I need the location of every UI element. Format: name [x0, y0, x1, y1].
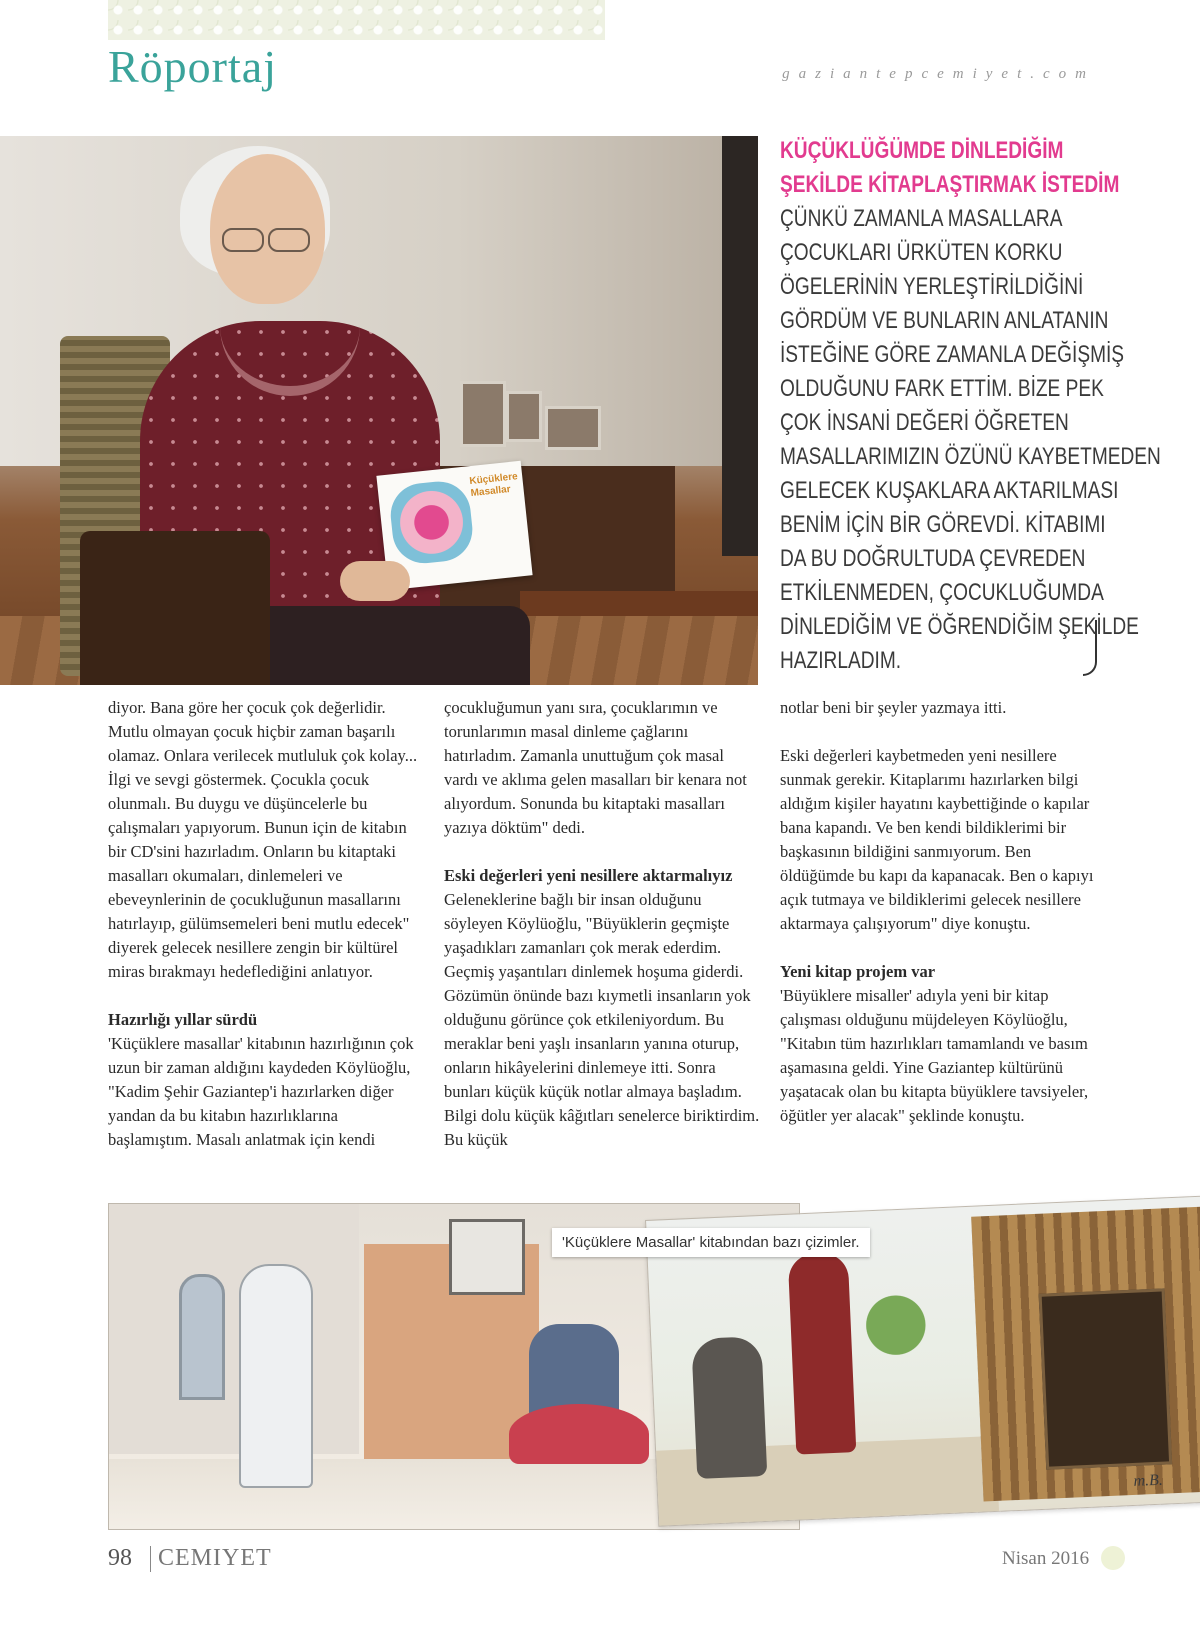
- footer-dot: [1101, 1546, 1125, 1570]
- main-photo: [0, 136, 758, 685]
- illus-window: [449, 1219, 525, 1295]
- illus-signature: m.B.: [1133, 1471, 1164, 1490]
- photo-glasses: [222, 228, 312, 250]
- article-column-3: [780, 696, 1096, 1128]
- pull-quote-line: HAZIRLADIM.: [780, 647, 902, 674]
- pull-quote-line: DA BU DOĞRULTUDA ÇEVREDEN: [780, 545, 1086, 572]
- illus-donkey: [691, 1336, 767, 1479]
- pull-quote-highlight: KÜÇÜKLÜĞÜMDE DİNLEDİĞİM: [780, 137, 1064, 164]
- page-number: 98: [108, 1545, 132, 1571]
- photo-frame: [506, 391, 542, 442]
- header-pattern: [108, 0, 605, 40]
- footer-separator: [150, 1546, 151, 1572]
- pull-quote-line: ÇOK İNSANİ DEĞERİ ÖĞRETEN: [780, 409, 1069, 436]
- illus-farmer: [788, 1252, 857, 1454]
- pull-quote-line: ÇOCUKLARI ÜRKÜTEN KORKU: [780, 239, 1063, 266]
- pull-quote-line: OLDUĞUNU FARK ETTİM. BİZE PEK: [780, 375, 1104, 402]
- photo-door: [722, 136, 758, 556]
- issue-date: Nisan 2016: [1002, 1548, 1090, 1569]
- illus-red-skirt: [509, 1404, 649, 1464]
- illus-veiled-woman: [239, 1264, 313, 1488]
- illus-barn-door: [1039, 1288, 1173, 1469]
- article-column-2: [444, 696, 760, 1152]
- paragraph: notlar beni bir şeyler yazmaya itti.: [780, 698, 1007, 717]
- photo-hand: [340, 561, 410, 601]
- paragraph: 'Küçüklere masallar' kitabının hazırlığının çok uzun bir zaman aldığını kaydeden Köylüoğlu, "Kadim Şehir Gaziantep'i hazırlarken diğer yandan da bu kitabın hazırlıklarına başlamıştım. Masalı anlatmak için kendi: [108, 1034, 414, 1149]
- paragraph: diyor. Bana göre her çocuk çok değerlidir. Mutlu olmayan çocuk hiçbir zaman başarılı olamaz. Onlara verilecek mutluluk çok kolay... İlgi ve sevgi göstermek. Çocukla çocuk olunmalı. Bu duygu ve düşüncelerle bu çalışmaları yapıyorum. Bunun için de kitabın bir CD'sini hazırladım. Onların bu kitaptaki masalları okumaları, dinlemeleri ve ebeveynlerinin de çocukluğunun masallarını hatırlayıp, gülümsemeleri beni mutlu edecek" diyerek gelecek nesillere zengin bir kültürel miras bırakmayı hedeflediğini anlatıyor.: [108, 698, 418, 981]
- pull-quote-highlight: ŞEKİLDE KİTAPLAŞTIRMAK İSTEDİM: [780, 171, 1120, 198]
- subheading: Hazırlığı yıllar sürdü: [108, 1010, 258, 1029]
- pull-quote-line: DİNLEDİĞİM VE ÖĞRENDİĞİM ŞEKİLDE: [780, 613, 1139, 640]
- pull-quote: [780, 134, 1161, 678]
- photo-frame: [545, 406, 601, 450]
- paragraph: Geleneklerine bağlı bir insan olduğunu söyleyen Köylüoğlu, "Büyüklerin geçmişte yaşadıkları zamanları çok merak ederdim. Geçmiş yaşantıları dinlemek hoşuma giderdi. Gözümün önünde bazı kıymetli insanların yok olduğunu görünce çok etkileniyordum. Bu meraklar beni yaşlı insanların yanına oturup, onların hikâyelerini dinlemeye itti. Sonra bunları küçük küçük notlar almaya başladım. Bilgi dolu küçük kâğıtları senelerce biriktirdim. Bu küçük: [444, 890, 760, 1149]
- pull-quote-line: ÇÜNKÜ ZAMANLA MASALLARA: [780, 205, 1063, 232]
- book-cover-art: [388, 478, 476, 566]
- pull-quote-line: GELECEK KUŞAKLARA AKTARILMASI: [780, 477, 1119, 504]
- section-title: Röportaj: [108, 41, 277, 92]
- pull-quote-line: ETKİLENMEDEN, ÇOCUKLUĞUMDA: [780, 579, 1104, 606]
- pull-quote-line: BENİM İÇİN BİR GÖREVDİ. KİTABIMI: [780, 511, 1106, 538]
- paragraph: çocukluğumun yanı sıra, çocuklarımın ve torunlarımın masal dinleme çağlarını hatırladım. Zamanla unuttuğum çok masal vardı ve aklıma gelen masalları bir kenara not alıyordum. Sonunda bu kitaptaki masalları yazıya döktüm" dedi.: [444, 698, 747, 837]
- website-url: gaziantepcemiyet.com: [782, 66, 1095, 82]
- article-column-1: [108, 696, 424, 1152]
- subheading: Eski değerleri yeni nesillere aktarmalıyız: [444, 866, 733, 885]
- paragraph: Eski değerleri kaybetmeden yeni nesillere sunmak gerekir. Kitaplarımı hazırlarken bilgi aldığım kişiler hayatını kaybettiğinde o kapılar bana kapandı. Ve ben kendi bildiklerimi bir başkasının bildiğini sanmıyorum. Ben öldüğümde bu kapı da kapanacak. Ben o kapıyı açık tutmaya ve bildiklerimi gelecek nesillere aktarmaya çalışıyorum" diye konuştu.: [780, 746, 1094, 933]
- paragraph: 'Büyüklere misaller' adıyla yeni bir kitap çalışması olduğunu müjdeleyen Köylüoğlu, "Kitabın tüm hazırlıkları tamamlandı ve basım aşamasına geldi. Yine Gaziantep kültürünü yaşatacak olan bu kitapta büyüklere tavsiyeler, öğütler yer alacak" şeklinde konuştu.: [780, 986, 1089, 1125]
- illus-wall: [109, 1204, 359, 1454]
- magazine-name: CEMIYET: [158, 1545, 272, 1571]
- subheading: Yeni kitap projem var: [780, 962, 936, 981]
- illus-arched-door: [179, 1274, 225, 1400]
- photo-armrest: [80, 531, 270, 685]
- pull-quote-line: GÖRDÜM VE BUNLARIN ANLATANIN: [780, 307, 1109, 334]
- pull-quote-bracket: [1083, 620, 1097, 676]
- illus-tree: [858, 1269, 933, 1382]
- illustration-caption: 'Küçüklere Masallar' kitabından bazı çizimler.: [552, 1228, 870, 1257]
- book-cover-title: Küçüklere Masallar: [468, 471, 519, 500]
- pull-quote-line: ÖGELERİNİN YERLEŞTİRİLDİĞİNİ: [780, 273, 1084, 300]
- photo-frame: [460, 381, 506, 447]
- pull-quote-line: MASALLARIMIZIN ÖZÜNÜ KAYBETMEDEN: [780, 443, 1161, 470]
- pull-quote-line: İSTEĞİNE GÖRE ZAMANLA DEĞİŞMİŞ: [780, 341, 1125, 368]
